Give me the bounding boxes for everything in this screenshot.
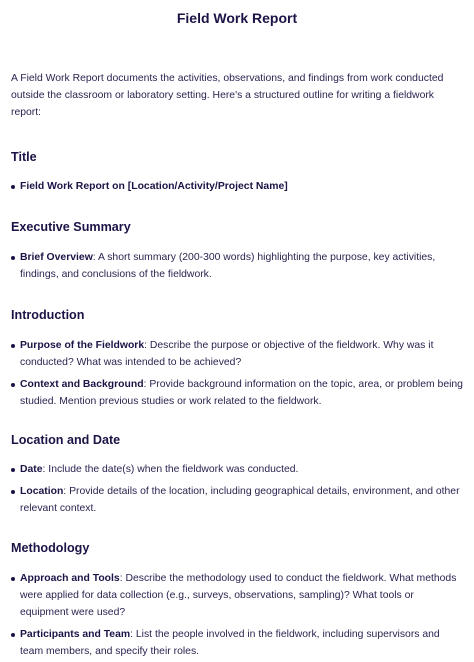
- item-text: : Describe the methodology used to conduct the fieldwork. What methods were applied for data collection (e.g., surveys, observations, sampling)? What tools or equipment were used?: [20, 573, 457, 618]
- list-item: [11, 249, 463, 283]
- list-item: [11, 376, 463, 410]
- section-heading-methodology: Methodology: [11, 541, 90, 555]
- section-heading-introduction: Introduction: [11, 308, 85, 322]
- intro-paragraph: A Field Work Report documents the activities, observations, and findings from work conducted outside the classroom or laboratory setting. Here's a structured outline for writing a fieldwork report:: [11, 73, 444, 118]
- section-list-location-and-date: [11, 461, 463, 517]
- item-term: Context and Background: [20, 379, 144, 390]
- section-heading-location-and-date: Location and Date: [11, 433, 121, 447]
- item-term: Participants and Team: [20, 629, 131, 640]
- item-text: : A short summary (200-300 words) highlighting the purpose, key activities, findings, and conclusions of the fieldwork.: [20, 252, 436, 280]
- section-heading-title: Title: [11, 150, 37, 164]
- section-list-methodology: [11, 570, 463, 660]
- list-item: [11, 483, 463, 517]
- section-list-title: [11, 178, 463, 195]
- list-item: [11, 337, 463, 371]
- item-term: Field Work Report on [Location/Activity/Project Name]: [20, 181, 288, 192]
- list-item: [11, 178, 463, 195]
- section-list-introduction: [11, 337, 463, 410]
- item-text: : Include the date(s) when the fieldwork was conducted.: [42, 464, 299, 475]
- item-text: : Provide background information on the topic, area, or problem being studied. Mention previous studies or work related to the fieldwork.: [20, 379, 463, 407]
- item-term: Purpose of the Fieldwork: [20, 340, 145, 351]
- document-title: Field Work Report: [176, 10, 298, 26]
- section-heading-executive-summary: Executive Summary: [11, 220, 131, 234]
- item-term: Location: [20, 486, 64, 497]
- list-item: [11, 626, 463, 660]
- item-term: Date: [20, 464, 43, 475]
- item-term: Approach and Tools: [20, 573, 120, 584]
- section-list-executive-summary: [11, 249, 463, 283]
- item-text: : Provide details of the location, including geographical details, environment, and other relevant context.: [20, 486, 460, 514]
- list-item: [11, 461, 463, 478]
- item-text: : Describe the purpose or objective of the fieldwork. Why was it conducted? What was intended to be achieved?: [20, 340, 434, 368]
- list-item: [11, 570, 463, 621]
- item-term: Brief Overview: [20, 252, 93, 263]
- item-text: : List the people involved in the fieldwork, including supervisors and team members, and specify their roles.: [20, 629, 440, 657]
